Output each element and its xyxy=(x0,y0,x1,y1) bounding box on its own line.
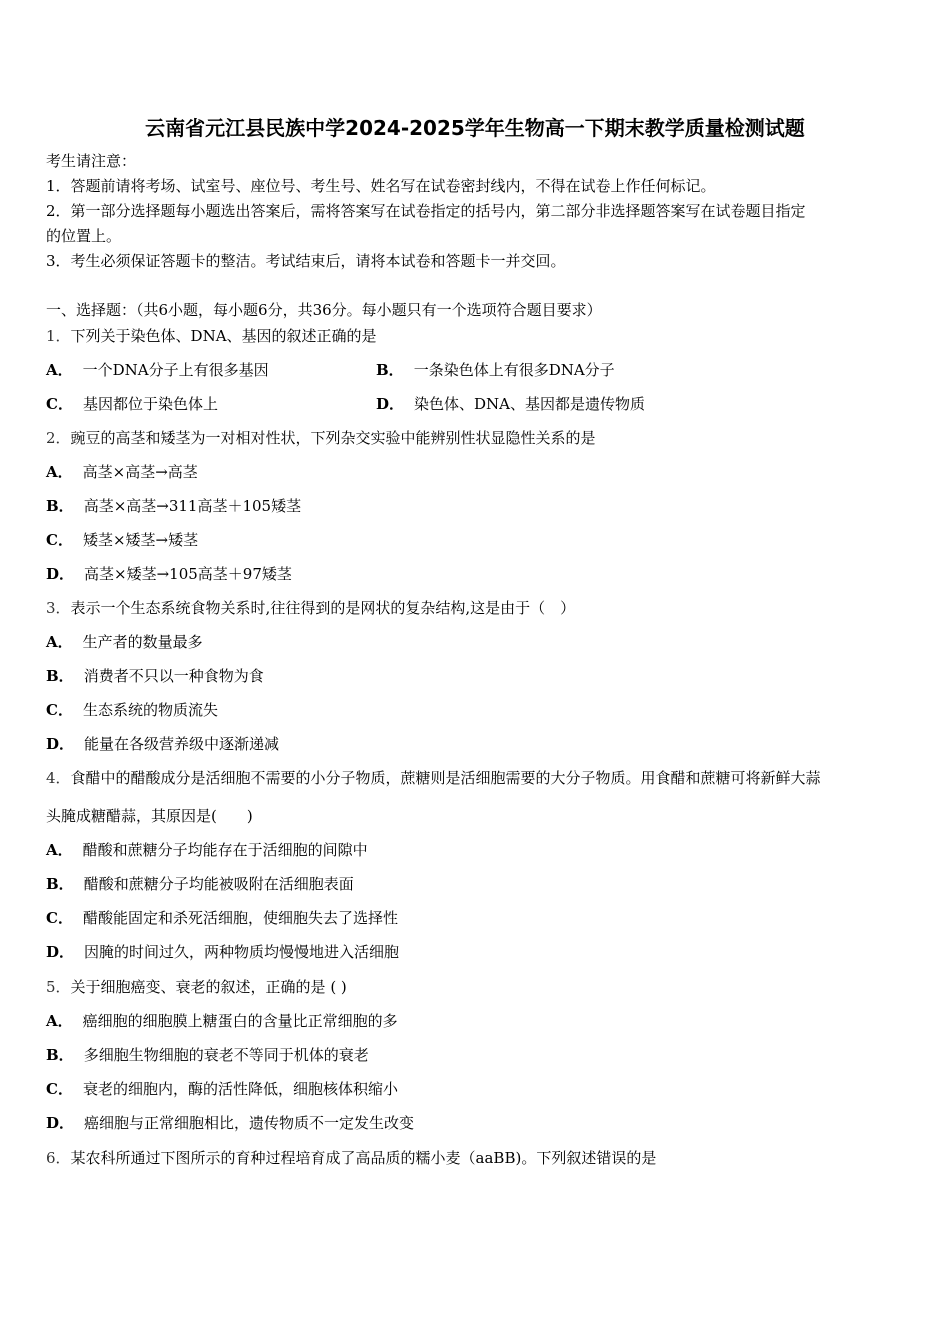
page-title: 云南省元江县民族中学2024-2025学年生物高一下期末教学质量检测试题 xyxy=(145,116,805,140)
option-text: 高茎×高茎→311高茎＋105矮茎 xyxy=(83,497,302,515)
option-label: C． xyxy=(46,395,73,413)
section-heading: 一、选择题：（共6小题，每小题6分，共36分。每小题只有一个选项符合题目要求） xyxy=(46,301,602,319)
question-stem: 关于细胞癌变、衰老的叙述，正确的是 ( ) xyxy=(70,978,347,996)
question-stem: 某农科所通过下图所示的育种过程培育成了高品质的糯小麦（aaBB)。下列叙述错误的是 xyxy=(70,1149,657,1167)
option-label: B． xyxy=(46,1046,74,1064)
option xyxy=(46,530,198,550)
notice-item: 的位置上。 xyxy=(46,227,122,245)
option-text: 一条染色体上有很多DNA分子 xyxy=(413,361,615,379)
question-number: 3． xyxy=(46,599,71,617)
option xyxy=(46,462,198,482)
notice-item: 3．考生必须保证答题卡的整洁。考试结束后，请将本试卷和答题卡一并交回。 xyxy=(46,252,566,270)
option xyxy=(46,700,218,720)
option-label: C． xyxy=(46,701,73,719)
option xyxy=(46,394,218,414)
question-number: 6． xyxy=(46,1149,71,1167)
option-text: 能量在各级营养级中逐渐递减 xyxy=(84,735,280,753)
question-stem: 食醋中的醋酸成分是活细胞不需要的小分子物质，蔗糖则是活细胞需要的大分子物质。用食醋和蔗糖可将新鲜大蒜 xyxy=(70,769,821,787)
option-text: 生态系统的物质流失 xyxy=(82,701,218,719)
option-label: A． xyxy=(46,463,73,481)
option xyxy=(46,840,368,860)
option xyxy=(46,496,301,516)
question-4 xyxy=(46,768,821,788)
notice-heading: 考生请注意： xyxy=(46,152,137,170)
question-stem: 表示一个生态系统食物关系时,往往得到的是网状的复杂结构,这是由于（ ） xyxy=(70,599,576,617)
option-label: D． xyxy=(46,943,75,961)
option-label: D． xyxy=(376,395,405,413)
option-text: 消费者不只以一种食物为食 xyxy=(83,667,264,685)
option-text: 癌细胞与正常细胞相比，遗传物质不一定发生改变 xyxy=(84,1114,415,1132)
option-text: 矮茎×矮茎→矮茎 xyxy=(82,531,199,549)
option-text: 癌细胞的细胞膜上糖蛋白的含量比正常细胞的多 xyxy=(82,1012,398,1030)
option-text: 醋酸能固定和杀死活细胞，使细胞失去了选择性 xyxy=(82,909,398,927)
notice-item: 1．答题前请将考场、试室号、座位号、考生号、姓名写在试卷密封线内，不得在试卷上作任何标记。 xyxy=(46,177,716,195)
question-stem-continued: 头腌成糖醋蒜，其原因是( ) xyxy=(46,807,253,825)
option-label: D． xyxy=(46,1114,75,1132)
option-text: 醋酸和蔗糖分子均能存在于活细胞的间隙中 xyxy=(82,841,368,859)
option xyxy=(46,1011,398,1031)
question-5 xyxy=(46,977,347,997)
question-2 xyxy=(46,428,596,448)
question-number: 2． xyxy=(46,429,71,447)
option xyxy=(46,1079,398,1099)
option xyxy=(46,942,399,962)
option-label: A． xyxy=(46,1012,73,1030)
option-text: 多细胞生物细胞的衰老不等同于机体的衰老 xyxy=(83,1046,369,1064)
option-text: 生产者的数量最多 xyxy=(82,633,203,651)
option xyxy=(46,360,269,380)
option xyxy=(46,666,264,686)
question-6 xyxy=(46,1148,656,1168)
option-label: A． xyxy=(46,633,73,651)
option-label: B． xyxy=(46,497,74,515)
question-number: 4． xyxy=(46,769,71,787)
option xyxy=(46,874,354,894)
question-3 xyxy=(46,598,575,618)
option-label: C． xyxy=(46,1080,73,1098)
question-stem: 下列关于染色体、DNA、基因的叙述正确的是 xyxy=(70,327,377,345)
option-text: 醋酸和蔗糖分子均能被吸附在活细胞表面 xyxy=(83,875,354,893)
option xyxy=(46,1113,414,1133)
option xyxy=(376,360,615,380)
option-label: B． xyxy=(46,667,74,685)
option-label: D． xyxy=(46,565,75,583)
option-text: 高茎×高茎→高茎 xyxy=(82,463,198,481)
option-text: 因腌的时间过久，两种物质均慢慢地进入活细胞 xyxy=(84,943,400,961)
option xyxy=(46,564,292,584)
question-number: 1． xyxy=(46,327,71,345)
option xyxy=(376,394,645,414)
option-text: 基因都位于染色体上 xyxy=(82,395,218,413)
question-stem: 豌豆的高茎和矮茎为一对相对性状，下列杂交实验中能辨别性状显隐性关系的是 xyxy=(70,429,596,447)
option xyxy=(46,1045,369,1065)
option-label: A． xyxy=(46,841,73,859)
option-label: B． xyxy=(376,361,404,379)
option-text: 染色体、DNA、基因都是遗传物质 xyxy=(414,395,646,413)
notice-item: 2．第一部分选择题每小题选出答案后，需将答案写在试卷指定的括号内，第二部分非选择题答案写在试卷题目指定 xyxy=(46,202,806,220)
option-text: 一个DNA分子上有很多基因 xyxy=(82,361,269,379)
option-label: C． xyxy=(46,531,73,549)
option-text: 高茎×矮茎→105高茎＋97矮茎 xyxy=(84,565,292,583)
option-label: D． xyxy=(46,735,75,753)
question-number: 5． xyxy=(46,978,71,996)
option xyxy=(46,908,398,928)
option-text: 衰老的细胞内，酶的活性降低，细胞核体积缩小 xyxy=(82,1080,398,1098)
option xyxy=(46,734,279,754)
option-label: C． xyxy=(46,909,73,927)
question-1 xyxy=(46,326,377,346)
option-label: A． xyxy=(46,361,73,379)
option-label: B． xyxy=(46,875,74,893)
option xyxy=(46,632,203,652)
